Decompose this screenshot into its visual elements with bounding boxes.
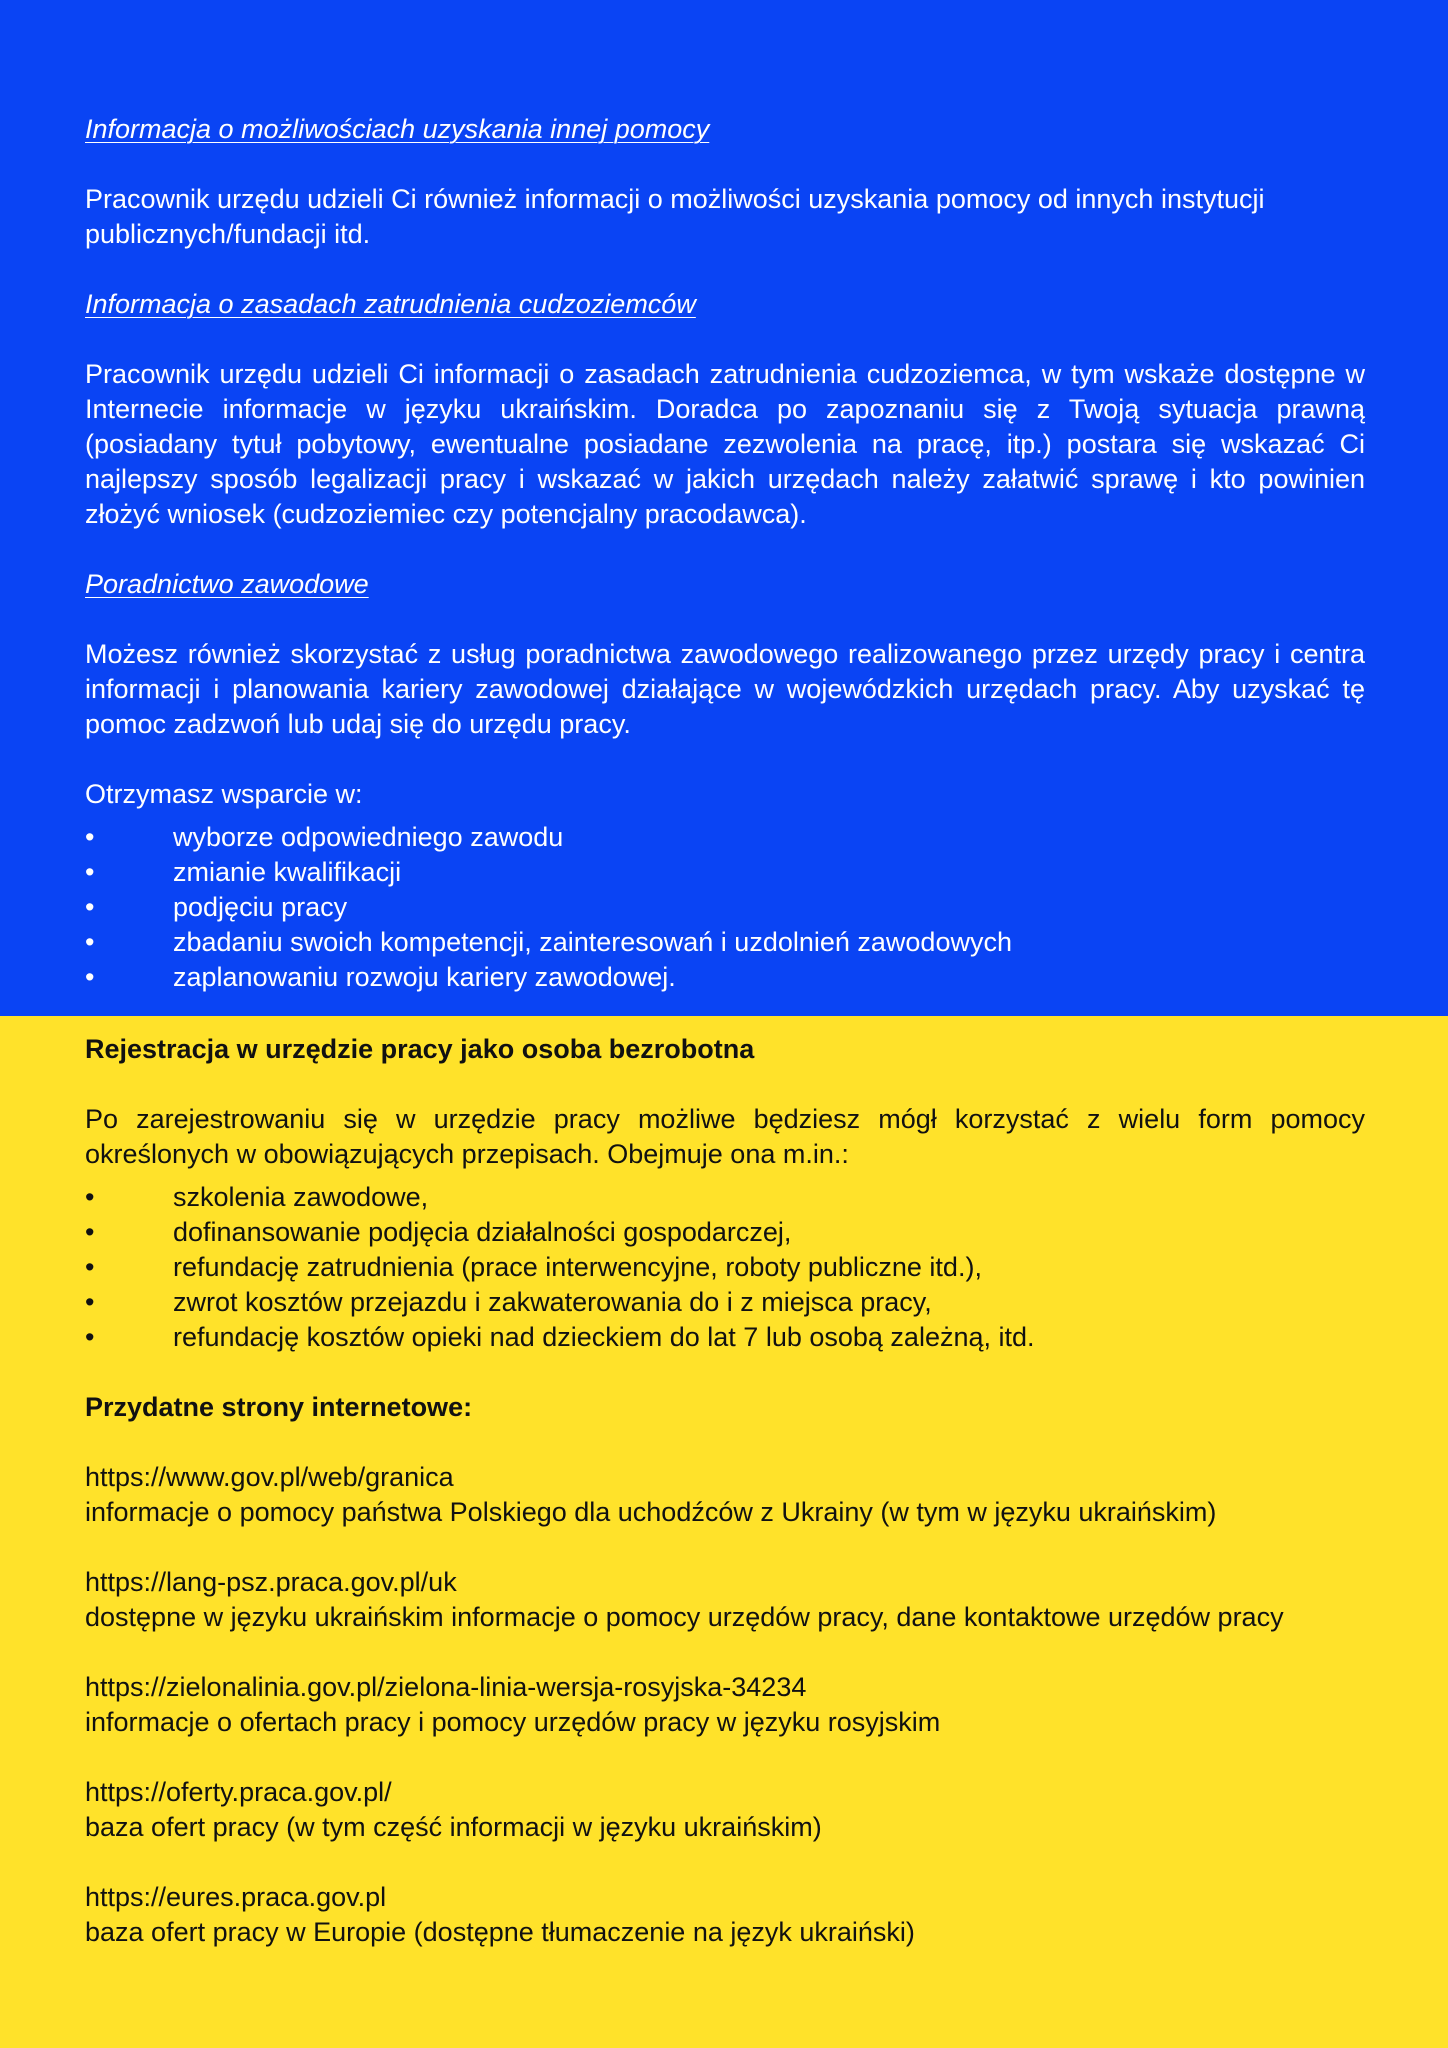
bullet-icon: •	[85, 1252, 95, 1282]
registration-heading: Rejestracja w urzędzie pracy jako osoba bezrobotna	[85, 1034, 755, 1064]
list-item-text: zwrot kosztów przejazdu i zakwaterowania do i z miejsca pracy,	[173, 1287, 932, 1317]
career-counseling-text: Możesz również skorzystać z usług poradnictwa zawodowego realizowanego przez urzędy pracy i centra informacji i planowania kariery zawodowej działające w wojewódzkich urzędach pracy. Aby uzyskać tę pomoc zadzwoń lub udaj się do urzędu pracy.	[85, 639, 1365, 739]
support-list	[85, 820, 1365, 995]
list-item	[85, 1320, 1365, 1355]
yellow-section	[0, 1016, 1448, 2048]
site-description: baza ofert pracy (w tym część informacji w języku ukraińskim)	[85, 1812, 822, 1842]
bullet-icon: •	[85, 822, 95, 852]
career-counseling-heading: Poradnictwo zawodowe	[85, 569, 369, 599]
site-link[interactable]: https://www.gov.pl/web/granica	[85, 1462, 454, 1492]
site-link[interactable]: https://lang-psz.praca.gov.pl/uk	[85, 1567, 457, 1597]
list-item	[85, 960, 1365, 995]
bullet-icon: •	[85, 1322, 95, 1352]
list-item	[85, 1215, 1365, 1250]
list-item	[85, 855, 1365, 890]
list-item	[85, 890, 1365, 925]
useful-sites-heading: Przydatne strony internetowe:	[85, 1392, 473, 1422]
employment-rules-heading: Informacja o zasadach zatrudnienia cudzoziemców	[85, 289, 696, 319]
bullet-icon: •	[85, 962, 95, 992]
blue-content	[85, 112, 1365, 995]
list-item-text: zmianie kwalifikacji	[173, 857, 402, 887]
site-entry	[85, 1670, 1365, 1740]
list-item	[85, 925, 1365, 960]
list-item	[85, 1250, 1365, 1285]
list-item	[85, 820, 1365, 855]
site-entry	[85, 1880, 1365, 1950]
site-description: informacje o ofertach pracy i pomocy urzędów pracy w języku rosyjskim	[85, 1707, 941, 1737]
other-help-text: Pracownik urzędu udzieli Ci również informacji o możliwości uzyskania pomocy od innych instytucji publicznych/fundacji itd.	[85, 184, 1265, 249]
site-entry	[85, 1565, 1365, 1635]
yellow-content	[85, 1032, 1365, 1950]
site-link[interactable]: https://oferty.praca.gov.pl/	[85, 1777, 392, 1807]
employment-rules-text: Pracownik urzędu udzieli Ci informacji o zasadach zatrudnienia cudzoziemca, w tym wskaże dostępne w Internecie informacje w języku ukraińskim. Doradca po zapoznaniu się z Twoją sytuacja prawną (posiadany tytuł pobytowy, ewentualne posiadane zezwolenia na pracę, itp.) postara się wskazać Ci najlepszy sposób legalizacji pracy i wskazać w jakich urzędach należy załatwić sprawę i kto powinien złożyć wniosek (cudzoziemiec czy potencjalny pracodawca).	[85, 359, 1365, 529]
list-item-text: zbadaniu swoich kompetencji, zainteresowań i uzdolnień zawodowych	[173, 927, 1012, 957]
site-description: informacje o pomocy państwa Polskiego dla uchodźców z Ukrainy (w tym w języku ukraińskim)	[85, 1497, 1217, 1527]
list-item-text: wyborze odpowiedniego zawodu	[173, 822, 564, 852]
site-entry	[85, 1460, 1365, 1530]
site-link[interactable]: https://eures.praca.gov.pl	[85, 1882, 387, 1912]
bullet-icon: •	[85, 1287, 95, 1317]
list-item-text: podjęciu pracy	[173, 892, 348, 922]
bullet-icon: •	[85, 892, 95, 922]
bullet-icon: •	[85, 857, 95, 887]
other-help-heading: Informacja o możliwościach uzyskania innej pomocy	[85, 114, 710, 144]
bullet-icon: •	[85, 1217, 95, 1247]
site-description: baza ofert pracy w Europie (dostępne tłumaczenie na język ukraiński)	[85, 1917, 915, 1947]
site-description: dostępne w języku ukraińskim informacje o pomocy urzędów pracy, dane kontaktowe urzędów pracy	[85, 1602, 1284, 1632]
list-item-text: zaplanowaniu rozwoju kariery zawodowej.	[173, 962, 676, 992]
registration-list	[85, 1180, 1365, 1355]
blue-section	[0, 0, 1448, 1016]
list-item	[85, 1180, 1365, 1215]
list-item-text: refundację zatrudnienia (prace interwencyjne, roboty publiczne itd.),	[173, 1252, 982, 1282]
support-intro: Otrzymasz wsparcie w:	[85, 779, 363, 809]
list-item	[85, 1285, 1365, 1320]
bullet-icon: •	[85, 1182, 95, 1212]
list-item-text: szkolenia zawodowe,	[173, 1182, 429, 1212]
bullet-icon: •	[85, 927, 95, 957]
site-link[interactable]: https://zielonalinia.gov.pl/zielona-linia-wersja-rosyjska-34234	[85, 1672, 807, 1702]
registration-text: Po zarejestrowaniu się w urzędzie pracy możliwe będziesz mógł korzystać z wielu form pomocy określonych w obowiązujących przepisach. Obejmuje ona m.in.:	[85, 1104, 1365, 1169]
site-entry	[85, 1775, 1365, 1845]
list-item-text: refundację kosztów opieki nad dzieckiem do lat 7 lub osobą zależną, itd.	[173, 1322, 1035, 1352]
list-item-text: dofinansowanie podjęcia działalności gospodarczej,	[173, 1217, 792, 1247]
